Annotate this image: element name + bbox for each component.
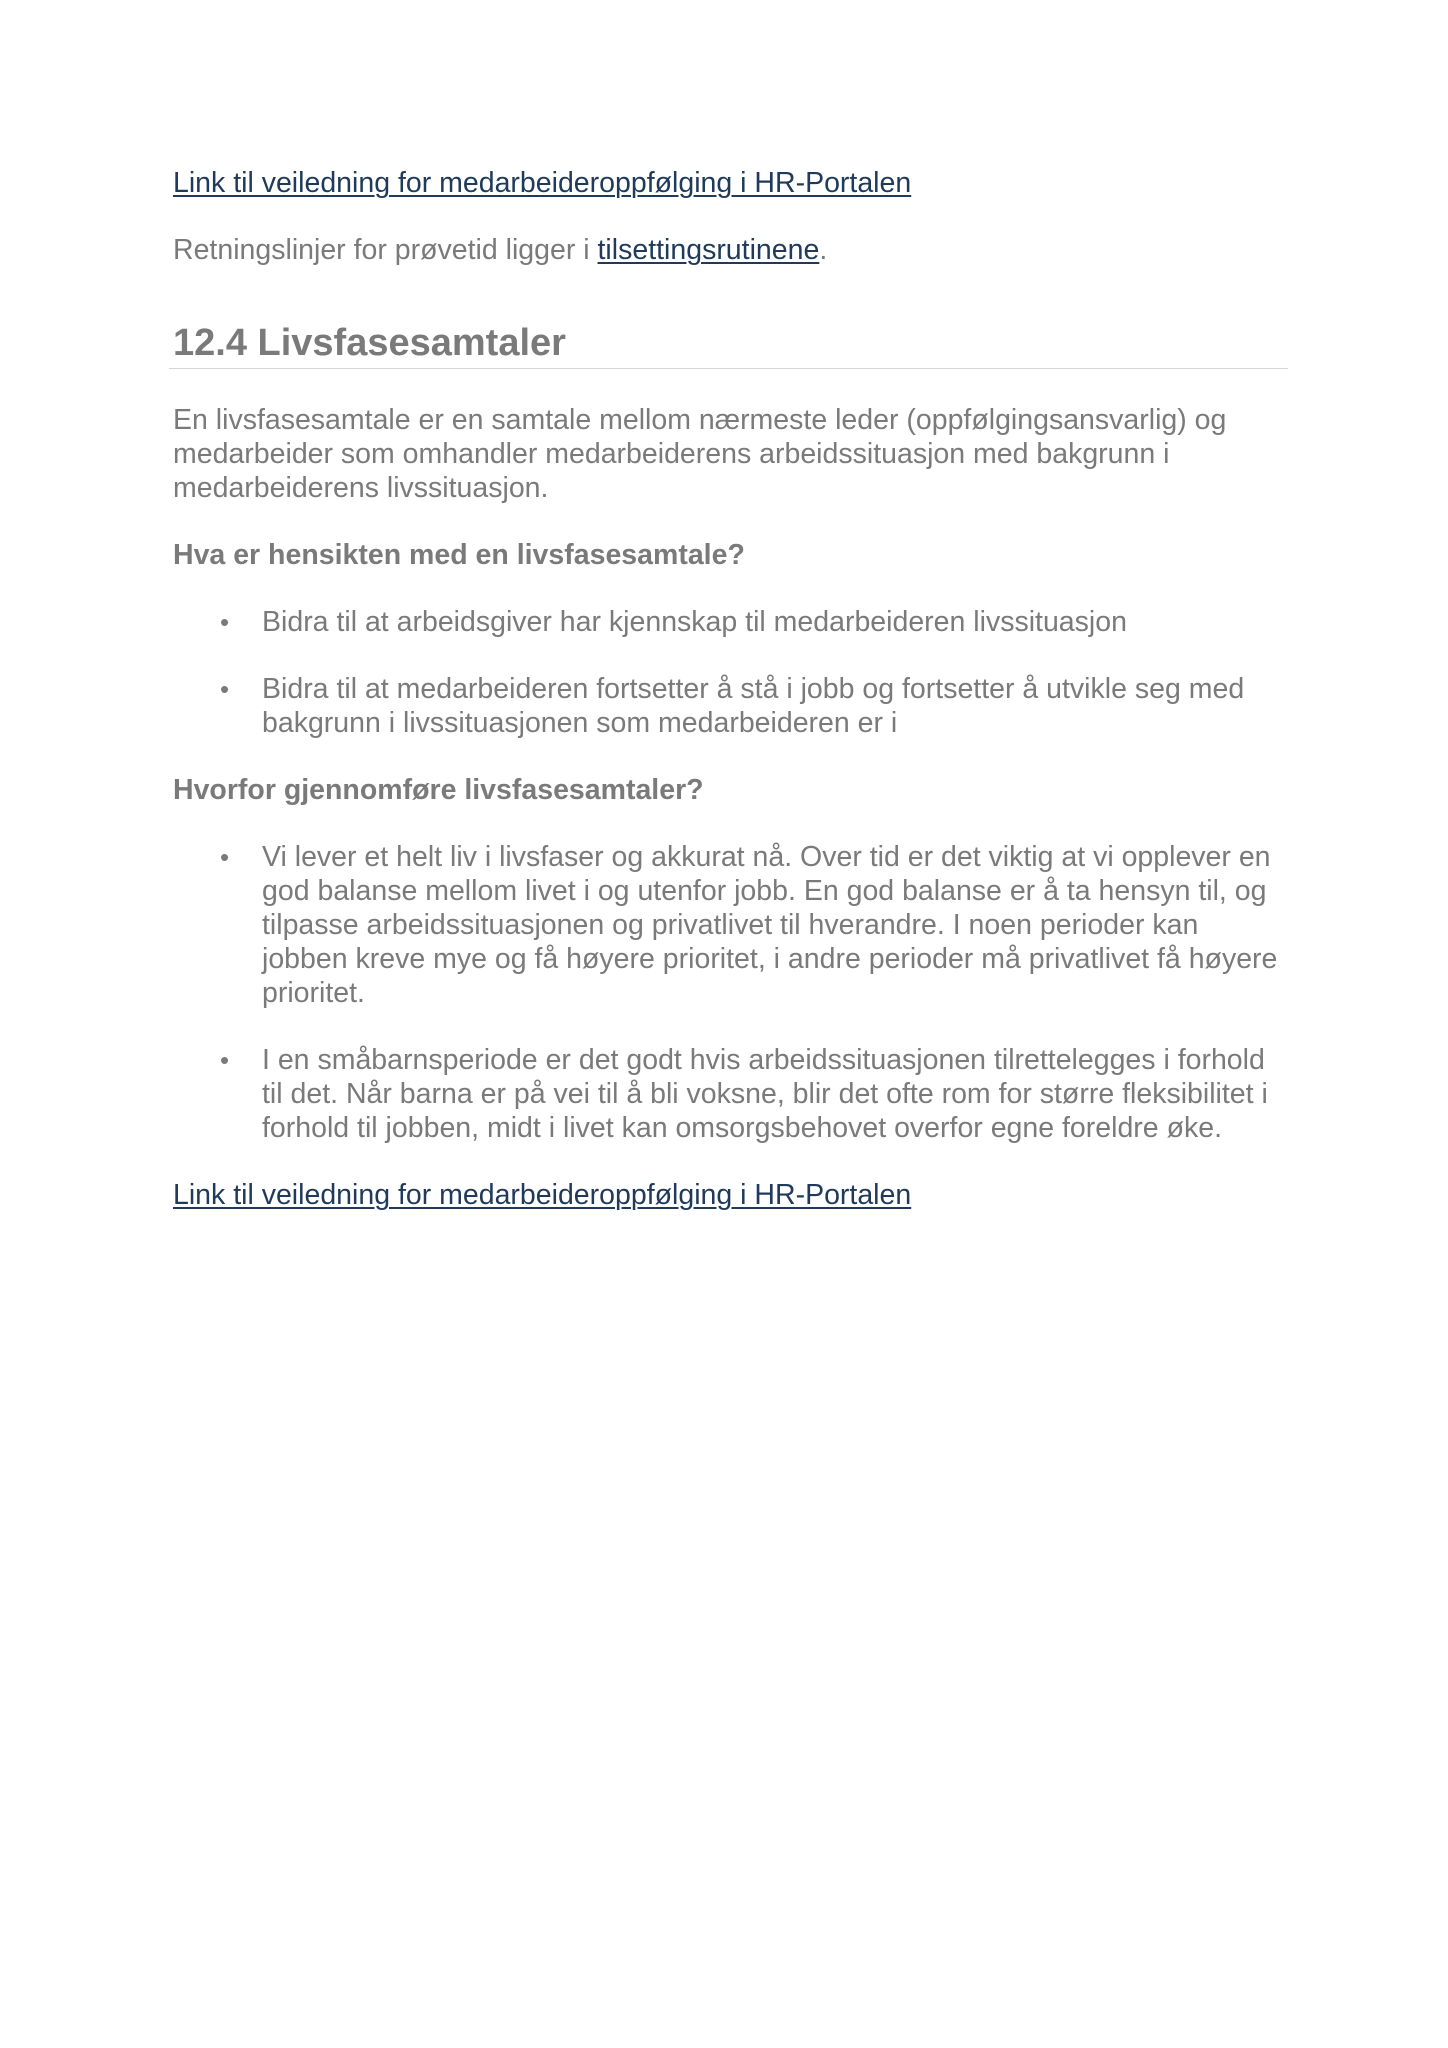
bullet-icon: • xyxy=(220,607,230,637)
hr-portal-guide-link-bottom[interactable]: Link til veiledning for medarbeideroppfølging i HR-Portalen xyxy=(173,1179,912,1211)
list-item xyxy=(173,672,1288,740)
list-item xyxy=(173,1043,1288,1145)
document-page xyxy=(173,166,1288,1212)
hr-portal-link-paragraph-bottom xyxy=(173,1178,1288,1212)
bullet-icon: • xyxy=(220,1045,230,1075)
purpose-heading: Hva er hensikten med en livsfasesamtale? xyxy=(173,539,745,571)
intro-paragraph: En livsfasesamtale er en samtale mellom nærmeste leder (oppfølgingsansvarlig) og medarbeider som omhandler medarbeiderens arbeidssituasjon med bakgrunn i medarbeiderens livssituasjon. xyxy=(173,404,1227,504)
bullet-icon: • xyxy=(220,674,230,704)
hr-portal-link-paragraph xyxy=(173,166,1288,200)
why-heading: Hvorfor gjennomføre livsfasesamtaler? xyxy=(173,774,704,806)
list-item-text: Bidra til at medarbeideren fortsetter å stå i jobb og fortsetter å utvikle seg med bakgrunn i livssituasjonen som medarbeideren er i xyxy=(262,673,1245,739)
section-heading-wrap xyxy=(173,321,1288,369)
list-item-text: I en småbarnsperiode er det godt hvis arbeidssituasjonen tilrettelegges i forhold til det. Når barna er på vei til å bli voksne, blir det ofte rom for større fleksibilitet i forhold til jobben, midt i livet kan omsorgsbehovet overfor egne foreldre øke. xyxy=(262,1044,1268,1144)
section-title: 12.4 Livsfasesamtaler xyxy=(169,321,1288,369)
why-list xyxy=(173,840,1288,1145)
bullet-icon: • xyxy=(220,842,230,872)
list-item-text: Vi lever et helt liv i livsfaser og akkurat nå. Over tid er det viktig at vi opplever en god balanse mellom livet i og utenfor jobb. En god balanse er å ta hensyn til, og tilpasse arbeidssituasjonen og privatlivet til hverandre. I noen perioder kan jobben kreve mye og få høyere prioritet, i andre perioder må privatlivet få høyere prioritet. xyxy=(262,841,1278,1009)
list-item-text: Bidra til at arbeidsgiver har kjennskap til medarbeideren livssituasjon xyxy=(262,606,1127,638)
retningslinjer-paragraph xyxy=(173,233,1288,267)
list-item xyxy=(173,605,1288,639)
purpose-list xyxy=(173,605,1288,740)
tilsettingsrutinene-link[interactable]: tilsettingsrutinene xyxy=(597,234,820,266)
retningslinjer-suffix: . xyxy=(819,234,828,266)
list-item xyxy=(173,840,1288,1010)
hr-portal-guide-link-top[interactable]: Link til veiledning for medarbeideroppfølging i HR-Portalen xyxy=(173,167,912,199)
retningslinjer-text: Retningslinjer for prøvetid ligger i xyxy=(173,234,598,266)
